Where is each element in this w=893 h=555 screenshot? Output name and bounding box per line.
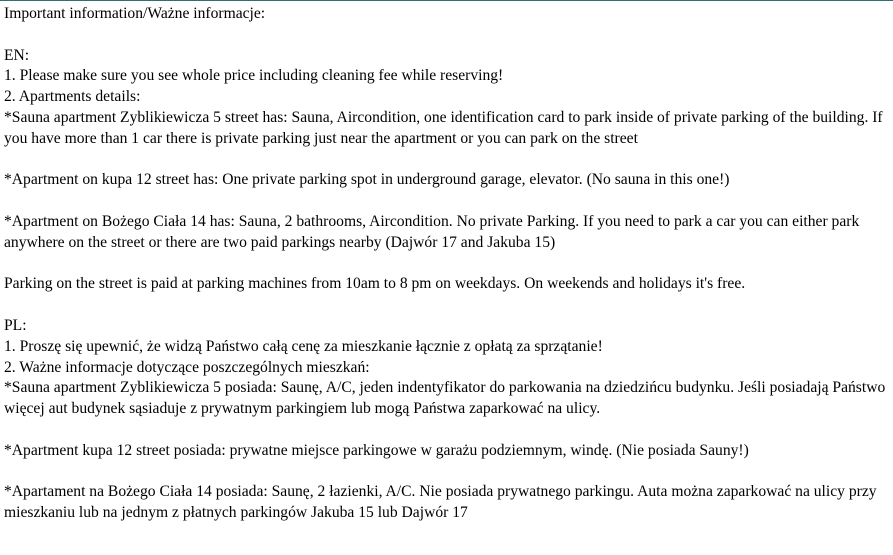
en-street-parking-info: Parking on the street is paid at parking machines from 10am to 8 pm on weekdays. On weekends and holidays it's free.: [4, 275, 746, 293]
en-apartment-kupa: *Apartment on kupa 12 street has: One private parking spot in underground garage, elevator. (No sauna in this one!): [4, 171, 730, 189]
en-point-2: 2. Apartments details:: [4, 88, 141, 106]
information-document: [4, 4, 892, 524]
en-heading: EN:: [4, 46, 30, 64]
pl-heading: PL:: [4, 316, 27, 334]
en-point-1: 1. Please make sure you see whole price including cleaning fee while reserving!: [4, 67, 504, 85]
spacer: [4, 150, 892, 171]
pl-apartment-bozego-ciala: *Apartament na Bożego Ciała 14 posiada: Saunę, 2 łazienki, A/C. Nie posiada prywatnego parkingu. Auta można zaparkować na ulicy przy mieszkaniu lub na jednym z płatnych parkingów Jakuba 15 lub Dajwór 17: [4, 483, 877, 522]
pl-point-2: 2. Ważne informacje dotyczące poszczególnych mieszkań:: [4, 358, 370, 376]
spacer: [4, 191, 892, 212]
spacer: [4, 254, 892, 275]
spacer: [4, 420, 892, 441]
pl-point-1: 1. Proszę się upewnić, że widzą Państwo całą cenę za mieszkanie łącznie z opłatą za sprzątanie!: [4, 337, 603, 355]
en-apartment-bozego-ciala: *Apartment on Bożego Ciała 14 has: Sauna, 2 bathrooms, Aircondition. No private Parking. If you need to park a car you can either park anywhere on the street or there are two paid parkings nearby (Dajwór 17 and Jakuba 15): [4, 212, 860, 251]
spacer: [4, 25, 892, 46]
en-apartment-zyblikiewicza: *Sauna apartment Zyblikiewicza 5 street has: Sauna, Aircondition, one identification card to park inside of private parking of the building. If you have more than 1 car there is private parking just near the apartment or you can park on the street: [4, 108, 883, 147]
pl-apartment-zyblikiewicza: *Sauna apartment Zyblikiewicza 5 posiada: Saunę, A/C, jeden indentyfikator do parkowania na dziedzińcu budynku. Jeśli posiadają Państwo więcej aut budynek sąsiaduje z prywatnym parkingiem lub mogą Państwa zaparkować na ulicy.: [4, 379, 886, 418]
spacer: [4, 462, 892, 483]
document-title: Important information/Ważne informacje:: [4, 5, 266, 22]
top-border: [0, 0, 893, 1]
spacer: [4, 295, 892, 316]
pl-apartment-kupa: *Apartment kupa 12 street posiada: prywatne miejsce parkingowe w garażu podziemnym, windę. (Nie posiada Sauny!): [4, 441, 749, 459]
